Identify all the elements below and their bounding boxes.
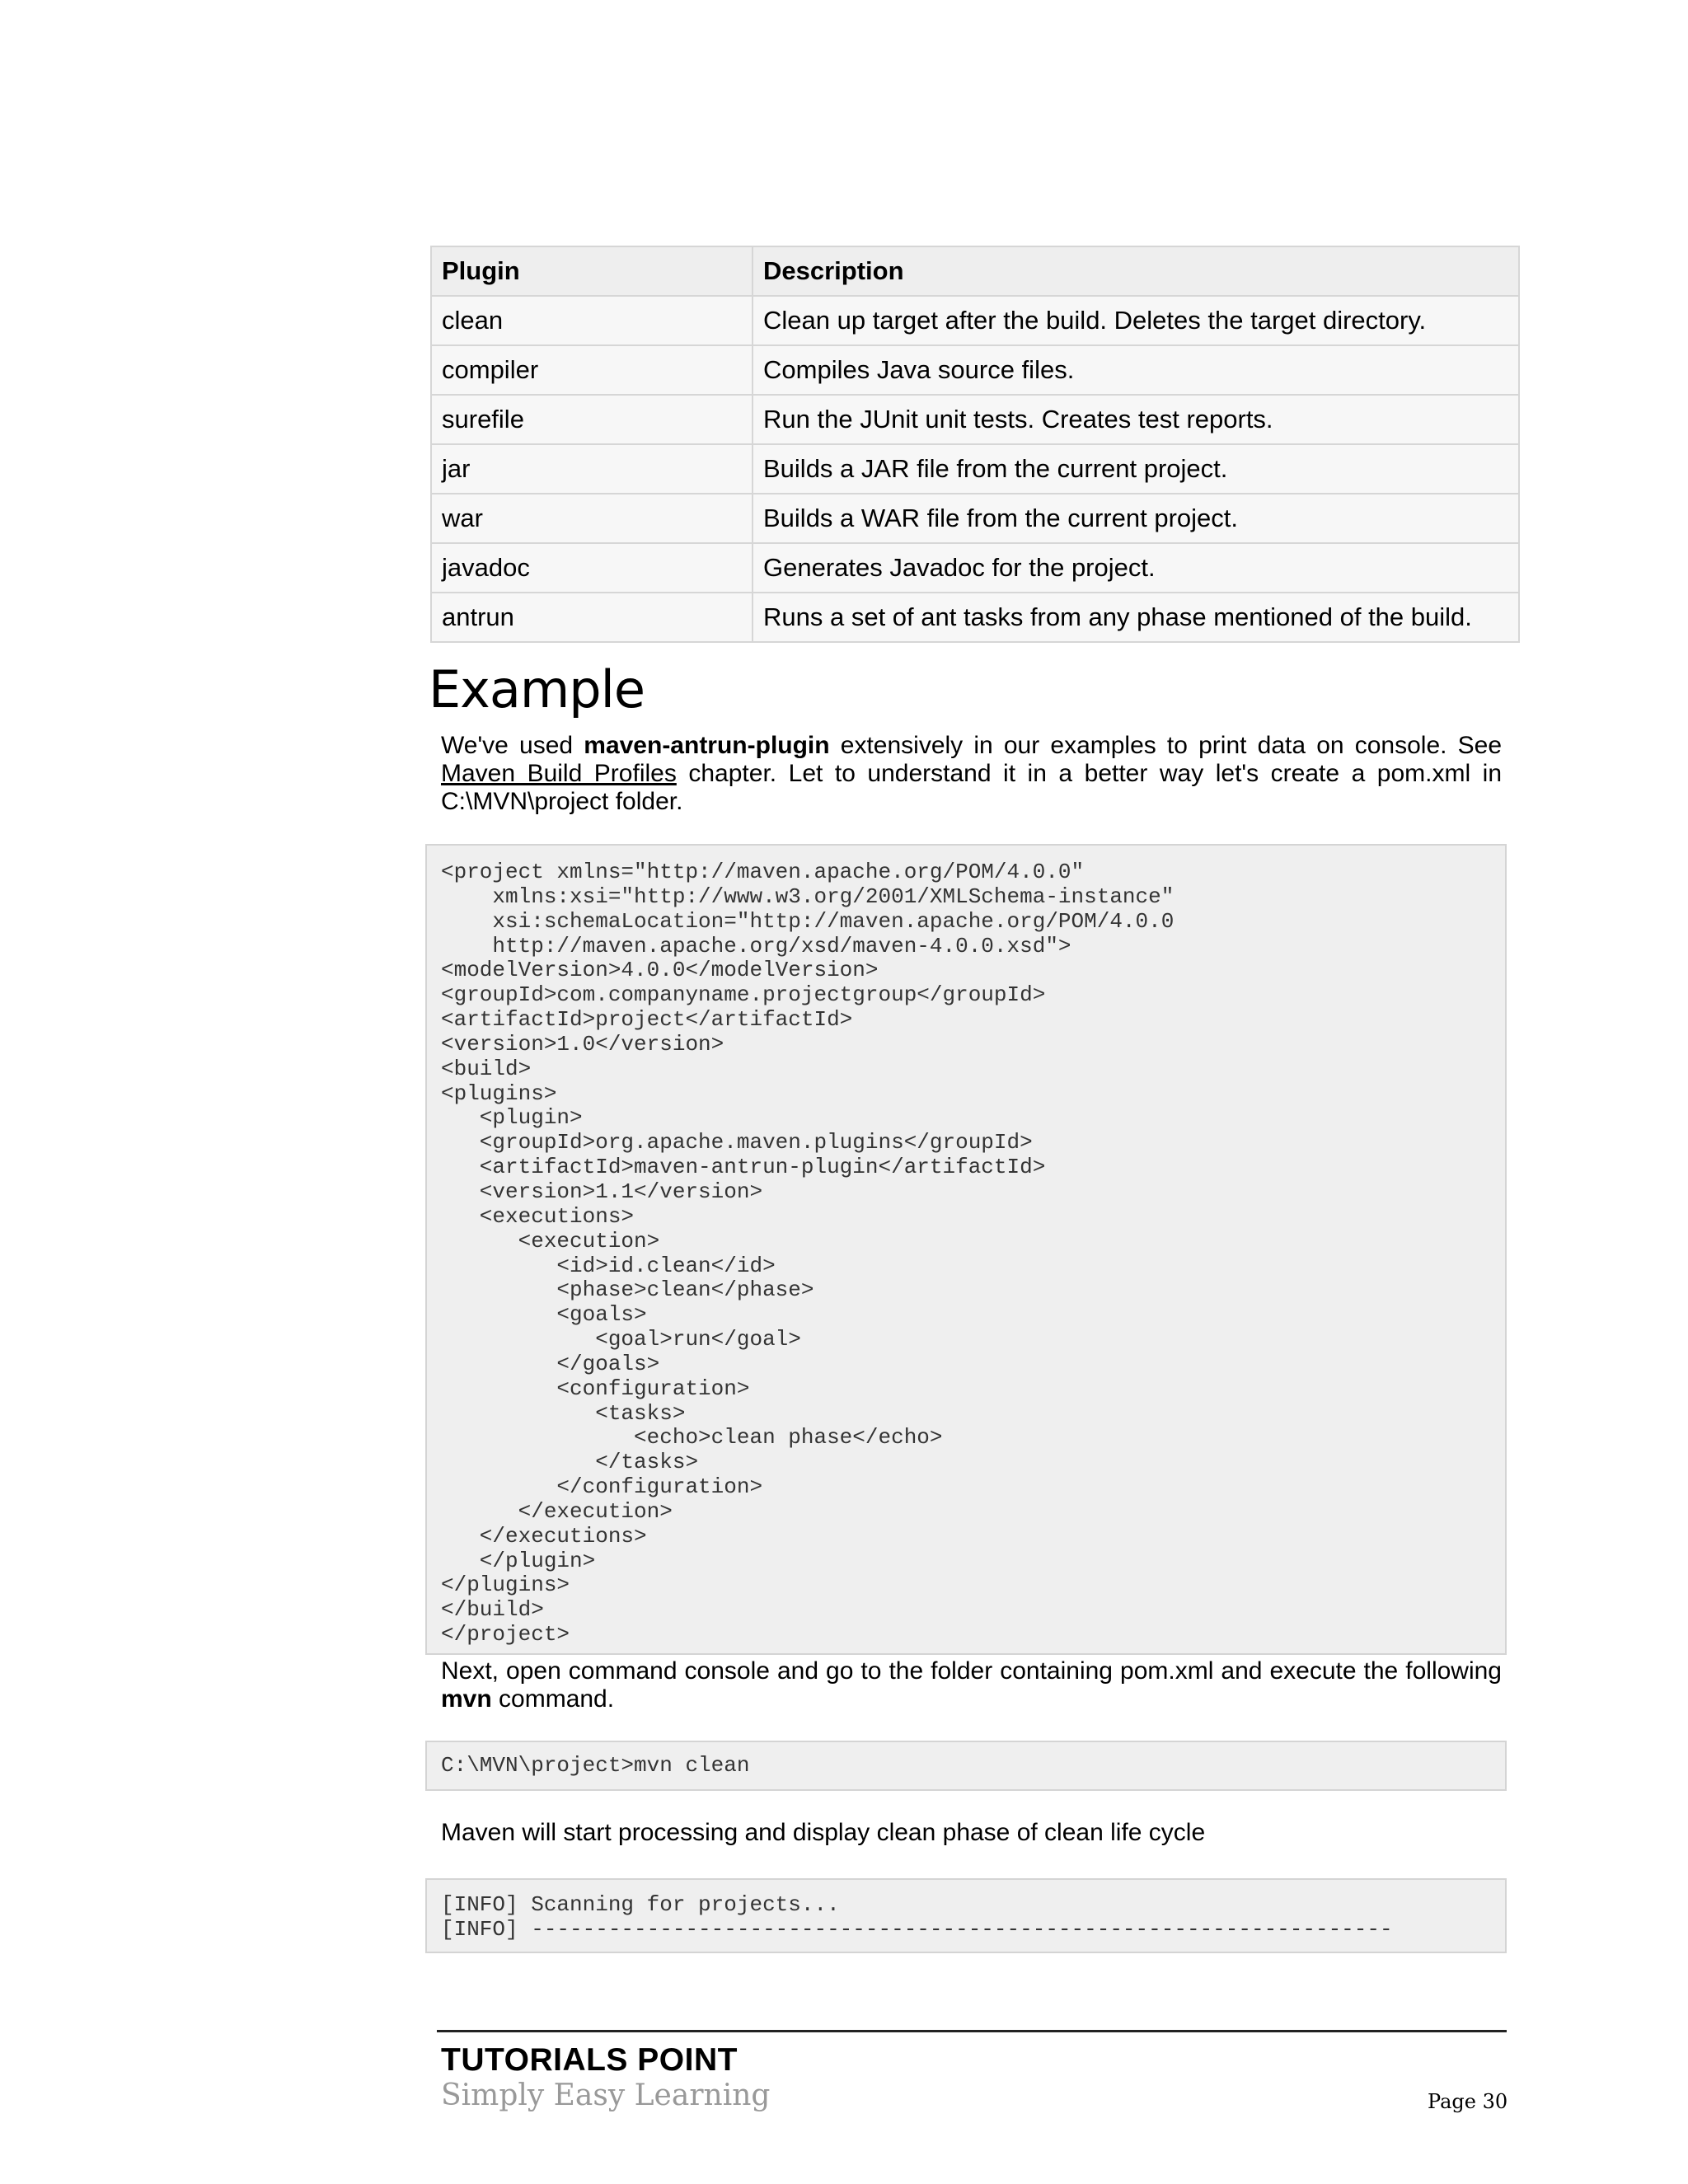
- next-text-2: command.: [491, 1685, 615, 1713]
- table-row: [431, 494, 1519, 543]
- processing-paragraph: Maven will start processing and display clean phase of clean life cycle: [441, 1819, 1206, 1846]
- plugin-description-cell: Compiles Java source files.: [753, 345, 1519, 395]
- mvn-keyword: mvn: [441, 1685, 492, 1713]
- output-code-block: [INFO] Scanning for projects... [INFO] -------------------------------------------------------------------: [425, 1878, 1507, 1953]
- section-heading: Example: [429, 659, 645, 719]
- maven-build-profiles-link[interactable]: Maven Build Profiles: [441, 760, 677, 787]
- table-row: [431, 345, 1519, 395]
- table-row: [431, 444, 1519, 494]
- plugin-description-cell: Runs a set of ant tasks from any phase mentioned of the build.: [753, 593, 1519, 642]
- table-row: [431, 296, 1519, 345]
- table-row: [431, 543, 1519, 593]
- plugin-name-cell: compiler: [431, 345, 753, 395]
- plugin-description-cell: Run the JUnit unit tests. Creates test reports.: [753, 395, 1519, 444]
- intro-text-2: extensively in our examples to print data on console. See: [829, 732, 1503, 759]
- plugin-name-cell: clean: [431, 296, 753, 345]
- pom-code-block: <project xmlns="http://maven.apache.org/POM/4.0.0" xmlns:xsi="http://www.w3.org/2001/XMLSchema-instance" xsi:schemaLocation="http://maven.apache.org/POM/4.0.0 http://maven.apache.org/xsd/maven-4.0.0.xsd"> <modelVersion>4.0.0</modelVersion> <groupId>com.companyname.projectgroup</groupId> <artifactId>project</artifactId> <version>1.0</version> <build> <plugins> <plugin> <groupId>org.apache.maven.plugins</groupId> <artifactId>maven-antrun-plugin</artifactId> <version>1.1</version> <executions> <execution> <id>id.clean</id> <phase>clean</phase> <goals> <goal>run</goal> </goals> <configuration> <tasks> <echo>clean phase</echo> </tasks> </configuration> </execution> </executions> </plugin> </plugins> </build> </project>: [425, 844, 1507, 1655]
- header-description: Description: [753, 246, 1519, 296]
- next-text-1: Next, open command console and go to the folder containing pom.xml and execute the following: [441, 1657, 1502, 1685]
- intro-paragraph: [441, 732, 1502, 816]
- command-code-block: C:\MVN\project>mvn clean: [425, 1741, 1507, 1791]
- plugin-description-cell: Builds a JAR file from the current project.: [753, 444, 1519, 494]
- plugin-name-cell: antrun: [431, 593, 753, 642]
- table-header-row: [431, 246, 1519, 296]
- plugin-description-cell: Clean up target after the build. Deletes the target directory.: [753, 296, 1519, 345]
- next-paragraph: [441, 1657, 1502, 1713]
- plugin-name-cell: javadoc: [431, 543, 753, 593]
- plugin-name-cell: surefile: [431, 395, 753, 444]
- plugin-description-cell: Generates Javadoc for the project.: [753, 543, 1519, 593]
- footer-tagline: Simply Easy Learning: [441, 2079, 771, 2112]
- intro-plugin-name: maven-antrun-plugin: [584, 732, 830, 759]
- intro-text-3: chapter. Let to understand it in a better way let's create a pom.xml in C:\MVN\project folder.: [441, 760, 1503, 815]
- plugin-name-cell: jar: [431, 444, 753, 494]
- header-plugin: Plugin: [431, 246, 753, 296]
- plugin-name-cell: war: [431, 494, 753, 543]
- table-row: [431, 593, 1519, 642]
- plugin-description-cell: Builds a WAR file from the current project.: [753, 494, 1519, 543]
- plugin-table: [430, 246, 1520, 643]
- footer-brand: TUTORIALS POINT: [441, 2042, 738, 2078]
- intro-text-1: We've used: [441, 732, 584, 759]
- table-row: [431, 395, 1519, 444]
- footer-divider: [437, 2030, 1507, 2032]
- page-number: Page 30: [1428, 2090, 1508, 2113]
